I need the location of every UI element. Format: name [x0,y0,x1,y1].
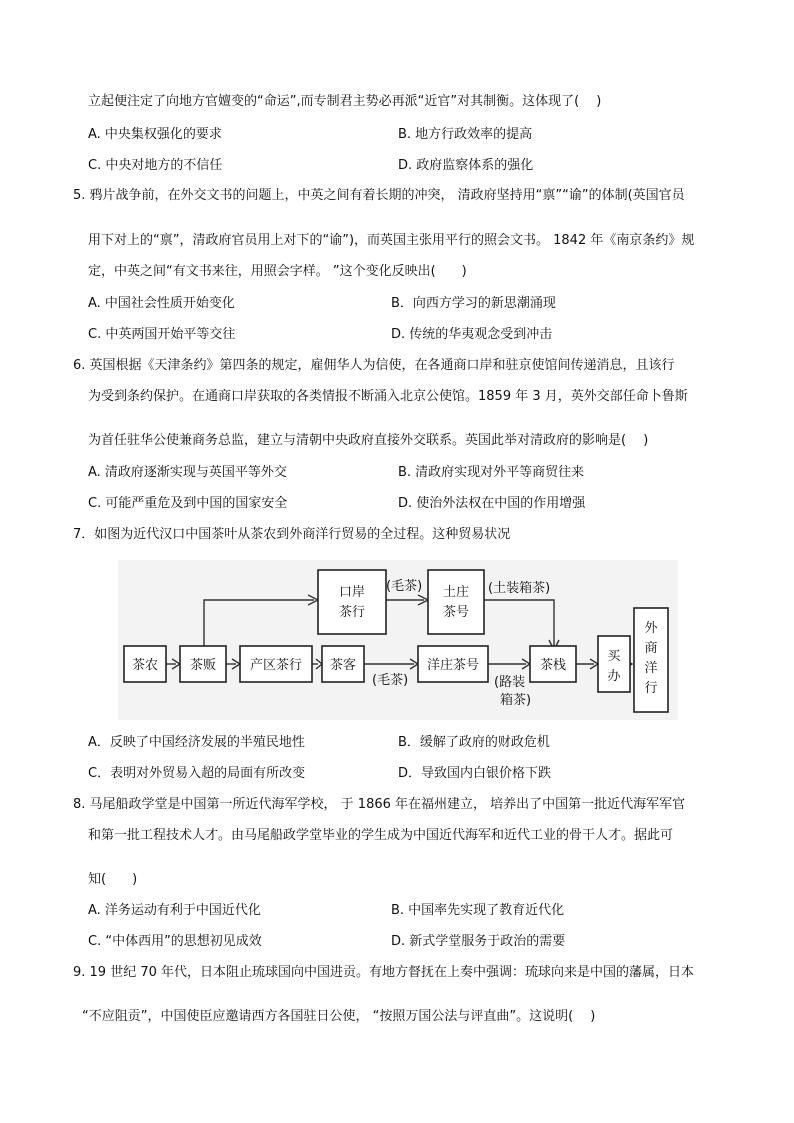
q5-stem-line1: 5. 鸦片战争前，在外交文书的问题上，中英之间有着长期的冲突， 清政府坚持用“禀”“谕”的体制(英国官员 [73,188,685,203]
box-tea-warehouse-label: 茶栈 [539,658,567,673]
box-tea-farmer-label: 茶农 [131,658,159,673]
box-foreign-firm-label-4: 行 [644,681,658,696]
q5-option-b[interactable]: B．向西方学习的新思潮涌现 [391,296,556,311]
label-route-boxed-tea-2: 箱茶) [500,693,532,708]
box-foreign-firm-label-1: 外 [644,621,658,636]
box-port-tea-house [318,570,386,634]
q6-stem-line1: 6. 英国根据《天津条约》第四条的规定，雇佣华人为信使，在各通商口岸和驻京使馆间传递消息，且该行 [73,358,675,373]
q6-stem-line2: 为受到条约保护。在通商口岸获取的各类情报不断涌入北京公使馆。1859 年 3 月，英外交部任命卜鲁斯 [88,389,688,404]
q4-option-b[interactable]: B. 地方行政效率的提高 [398,127,533,142]
box-tea-merchant-label: 茶客 [329,658,357,673]
q8-stem-line3: 知( ) [88,872,138,887]
q8-stem-line2: 和第一批工程技术人才。由马尾船政学堂毕业的学生成为中国近代海军和近代工业的骨干人才。据此可 [88,828,674,843]
q7-stem: 7．如图为近代汉口中国茶叶从茶农到外商洋行贸易的全过程。这种贸易状况 [73,527,511,542]
q6-stem-line3: 为首任驻华公使兼商务总监，建立与清朝中央政府直接外交联系。英国此举对清政府的影响是( ) [88,433,649,448]
q5-option-d[interactable]: D. 传统的华夷观念受到冲击 [391,327,553,342]
q7-option-a[interactable]: A．反映了中国经济发展的半殖民地性 [88,735,305,750]
box-comprador-label-1: 买 [607,649,621,664]
q4-option-a[interactable]: A. 中央集权强化的要求 [88,127,222,142]
box-native-tea-firm [428,570,484,634]
q6-option-a[interactable]: A. 清政府逐渐实现与英国平等外交 [88,465,287,480]
q6-option-c[interactable]: C. 可能严重危及到中国的国家安全 [88,496,288,511]
q6-option-d[interactable]: D. 使治外法权在中国的作用增强 [398,496,586,511]
box-origin-tea-house-label: 产区茶行 [249,658,303,673]
q5-stem-line3: 定，中英之间“有文书来往，用照会字样。 ”这个变化反映出( ) [88,264,467,279]
label-route-boxed-tea-1: (路装 [494,675,526,690]
q9-stem-line2: “不应阻贡”，中国使臣应邀请西方各国驻日公使， “按照万国公法与评直曲”。这说明( ) [82,1009,596,1024]
box-foreign-style-tea-firm-label: 洋庄茶号 [426,658,480,673]
box-tea-vendor-label: 茶贩 [189,658,217,673]
q8-option-d[interactable]: D. 新式学堂服务于政治的需要 [391,934,566,949]
label-raw-tea-bottom: (毛茶) [372,673,409,688]
q8-stem-line1: 8. 马尾船政学堂是中国第一所近代海军学校， 于 1866 年在福州建立， 培养出了中国第一批近代海军军官 [73,797,686,812]
label-raw-tea-top: (毛茶) [386,579,423,594]
box-port-tea-house-label-2: 茶行 [338,605,366,620]
q9-stem-line1: 9. 19 世纪 70 年代，日本阻止琉球国向中国进贡。有地方督抚在上奏中强调：琉球向来是中国的藩属，日本 [73,965,695,980]
box-native-tea-firm-label-2: 茶号 [442,605,470,620]
q8-option-c[interactable]: C. “中体西用”的思想初见成效 [88,934,262,949]
box-foreign-firm-label-3: 洋 [644,661,658,676]
q6-option-b[interactable]: B. 清政府实现对外平等商贸往来 [398,465,585,480]
box-native-tea-firm-label-1: 土庄 [442,585,470,600]
q8-option-a[interactable]: A. 洋务运动有利于中国近代化 [88,903,261,918]
q7-option-b[interactable]: B．缓解了政府的财政危机 [398,735,550,750]
q4-option-c[interactable]: C. 中央对地方的不信任 [88,158,223,173]
label-native-boxed-tea: (土装箱茶) [488,581,551,596]
q5-stem-line2: 用下对上的“禀”，清政府官员用上对下的“谕”)，而英国主张用平行的照会文书。 1842 年《南京条约》规 [88,233,695,248]
box-comprador-label-2: 办 [607,669,621,684]
q4-option-d[interactable]: D. 政府监察体系的强化 [398,158,534,173]
box-foreign-firm-label-2: 商 [644,641,658,656]
q7-option-c[interactable]: C．表明对外贸易入超的局面有所改变 [88,766,306,781]
box-port-tea-house-label-1: 口岸 [338,585,366,600]
q5-option-c[interactable]: C. 中英两国开始平等交往 [88,327,236,342]
q5-option-a[interactable]: A. 中国社会性质开始变化 [88,296,235,311]
q4-stem: 立起便注定了向地方官嬗变的“命运”,而专制君主势必再派“近官”对其制衡。这体现了( ) [88,94,602,109]
q7-option-d[interactable]: D．导致国内白银价格下跌 [398,766,552,781]
q8-option-b[interactable]: B. 中国率先实现了教育近代化 [391,903,565,918]
tea-trade-flow-diagram [118,560,678,720]
